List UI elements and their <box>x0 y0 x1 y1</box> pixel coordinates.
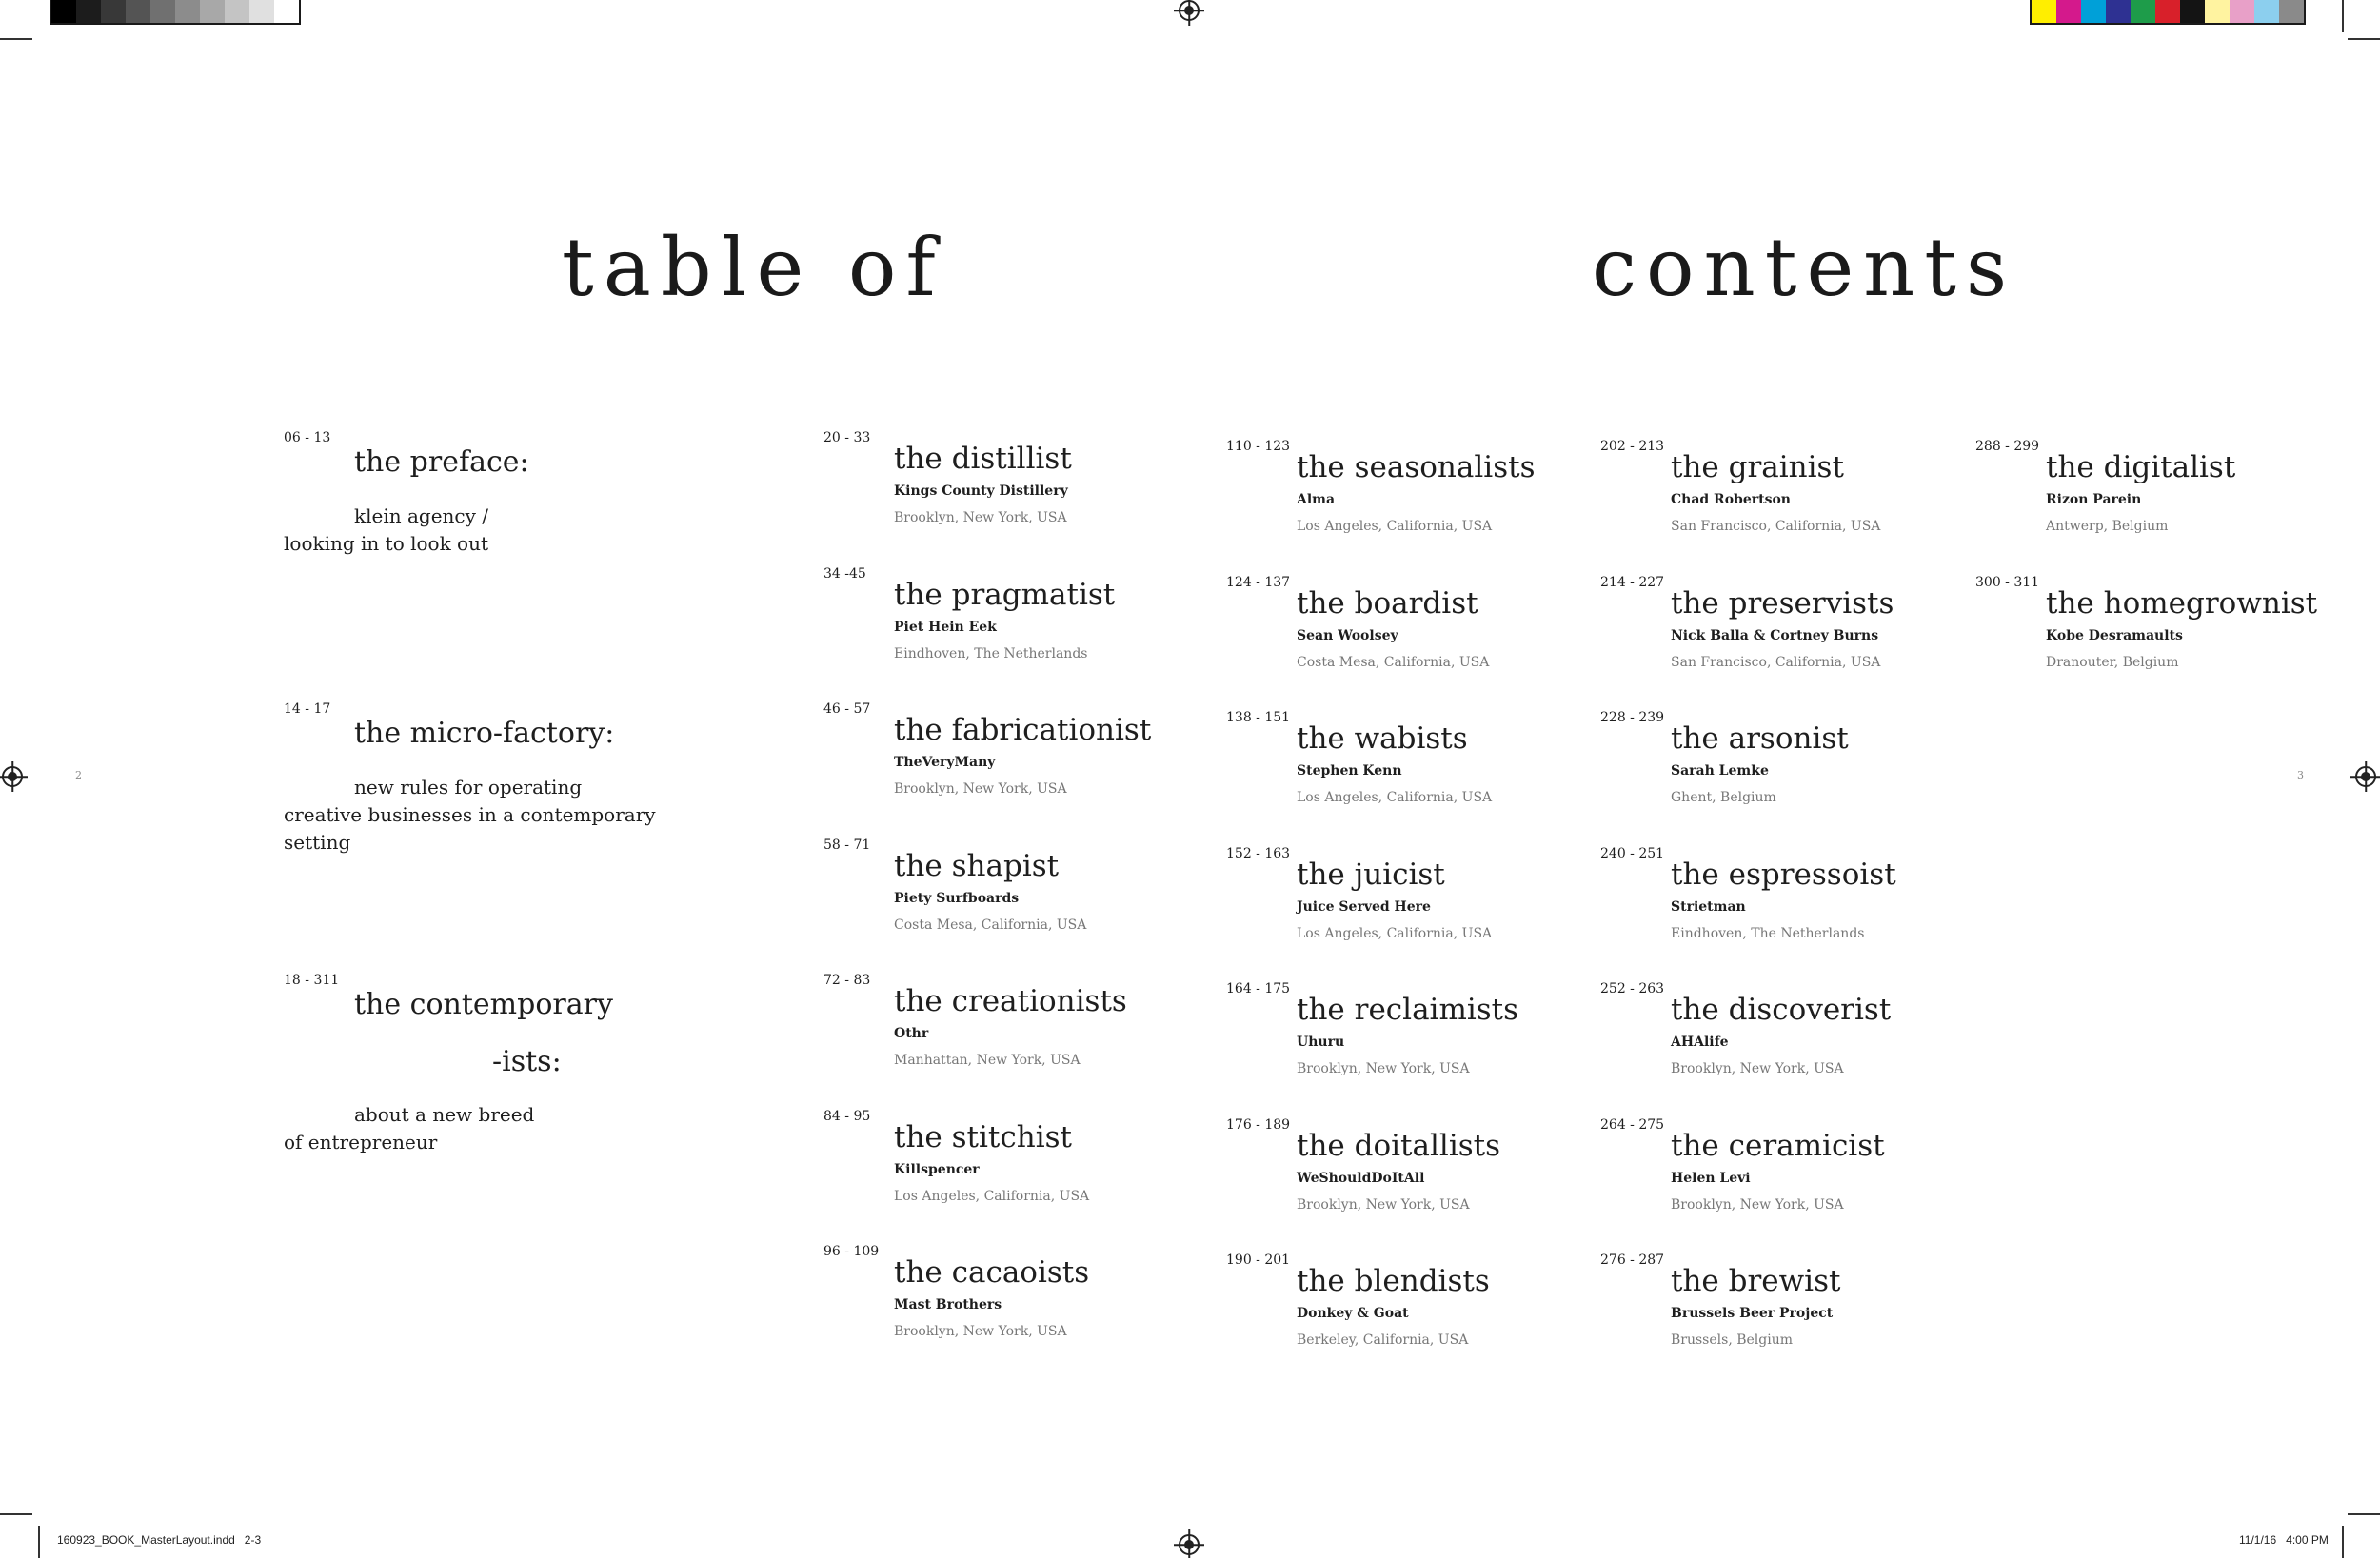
entry-title: the discoverist <box>1671 993 1892 1027</box>
page-number-right: 3 <box>2297 769 2304 781</box>
section-heading: the contemporary <box>354 988 613 1021</box>
grayscale-color-bar <box>50 0 301 25</box>
entry-location: Manhattan, New York, USA <box>894 1053 1081 1068</box>
entry-location: Costa Mesa, California, USA <box>1297 655 1490 670</box>
entry-company: Chad Robertson <box>1671 492 1791 507</box>
entry-location: Brooklyn, New York, USA <box>894 1324 1067 1339</box>
color-swatch <box>2230 0 2254 23</box>
page-range: 252 - 263 <box>1600 981 1665 996</box>
entry-location: Brooklyn, New York, USA <box>1297 1197 1470 1213</box>
entry-title: the ceramicist <box>1671 1129 1885 1163</box>
entry-company: Kings County Distillery <box>894 483 1068 499</box>
color-swatch <box>101 0 126 23</box>
color-swatch <box>2254 0 2279 23</box>
entry-title: the brewist <box>1671 1264 1841 1298</box>
entry-title: the cacaoists <box>894 1255 1090 1290</box>
entry-location: Berkeley, California, USA <box>1297 1332 1469 1348</box>
entry-company: WeShouldDoItAll <box>1297 1171 1425 1186</box>
slug-file-name: 160923_BOOK_MasterLayout.indd 2-3 <box>57 1533 262 1547</box>
entry-company: Rizon Parein <box>2046 492 2142 507</box>
page-range: 264 - 275 <box>1600 1117 1665 1133</box>
color-swatch <box>51 0 76 23</box>
page-range: 190 - 201 <box>1226 1252 1291 1268</box>
entry-location: Brooklyn, New York, USA <box>1671 1061 1844 1076</box>
page-range: 288 - 299 <box>1975 439 2040 454</box>
entry-title: the digitalist <box>2046 450 2236 484</box>
page-range: 228 - 239 <box>1600 710 1665 725</box>
entry-company: Killspencer <box>894 1162 980 1177</box>
section-description: about a new breed of entrepreneur <box>284 1103 535 1154</box>
entry-location: Los Angeles, California, USA <box>1297 926 1493 941</box>
entry-company: Strietman <box>1671 899 1746 915</box>
page-range: 164 - 175 <box>1226 981 1291 996</box>
entry-location: Los Angeles, California, USA <box>1297 790 1493 805</box>
color-swatch <box>175 0 200 23</box>
page-range: 84 - 95 <box>823 1109 871 1124</box>
entry-company: Piety Surfboards <box>894 891 1020 906</box>
entry-company: Uhuru <box>1297 1035 1345 1050</box>
page-range: 300 - 311 <box>1975 575 2040 590</box>
crop-mark-bottom-right <box>2348 1513 2380 1515</box>
color-swatch <box>150 0 175 23</box>
color-swatch <box>76 0 101 23</box>
crop-mark-bottom-left <box>0 1513 32 1515</box>
page-range: 46 - 57 <box>823 701 871 717</box>
section-heading-continued: -ists: <box>492 1045 562 1078</box>
entry-company: Piet Hein Eek <box>894 620 997 635</box>
entry-title: the preservists <box>1671 586 1894 621</box>
entry-title: the reclaimists <box>1297 993 1519 1027</box>
crop-mark-bottom-right-vert <box>2342 1526 2344 1558</box>
crop-mark-top-right <box>2348 38 2380 40</box>
color-swatch <box>2056 0 2081 23</box>
section-heading: the preface: <box>354 445 529 479</box>
color-swatch <box>126 0 150 23</box>
entry-location: San Francisco, California, USA <box>1671 655 1881 670</box>
entry-title: the arsonist <box>1671 721 1849 756</box>
entry-company: Sean Woolsey <box>1297 628 1398 643</box>
slug-timestamp: 11/1/16 4:00 PM <box>2239 1533 2329 1547</box>
entry-location: Antwerp, Belgium <box>2046 519 2169 534</box>
entry-title: the shapist <box>894 849 1060 883</box>
color-swatch <box>2279 0 2304 23</box>
color-swatch <box>225 0 249 23</box>
process-color-bar <box>2030 0 2306 25</box>
entry-company: Sarah Lemke <box>1671 763 1769 779</box>
color-swatch <box>2131 0 2155 23</box>
entry-location: San Francisco, California, USA <box>1671 519 1881 534</box>
entry-location: Ghent, Belgium <box>1671 790 1776 805</box>
entry-company: Nick Balla & Cortney Burns <box>1671 628 1879 643</box>
entry-location: Brooklyn, New York, USA <box>894 781 1067 797</box>
entry-company: Juice Served Here <box>1297 899 1431 915</box>
entry-title: the boardist <box>1297 586 1478 621</box>
page-range: 176 - 189 <box>1226 1117 1291 1133</box>
entry-title: the doitallists <box>1297 1129 1501 1163</box>
page-range: 138 - 151 <box>1226 710 1291 725</box>
color-swatch <box>249 0 274 23</box>
page-range: 20 - 33 <box>823 430 871 445</box>
entry-title: the espressoist <box>1671 858 1896 892</box>
page-title-left: table of <box>562 221 945 314</box>
page-range: 276 - 287 <box>1600 1252 1665 1268</box>
section-heading: the micro-factory: <box>354 717 615 750</box>
page-range: 14 - 17 <box>284 701 331 717</box>
entry-location: Brussels, Belgium <box>1671 1332 1793 1348</box>
entry-location: Brooklyn, New York, USA <box>894 510 1067 525</box>
page-range: 06 - 13 <box>284 430 331 445</box>
page-range: 124 - 137 <box>1226 575 1291 590</box>
entry-company: Kobe Desramaults <box>2046 628 2183 643</box>
page-range: 110 - 123 <box>1226 439 1291 454</box>
entry-company: Donkey & Goat <box>1297 1306 1409 1321</box>
entry-company: Alma <box>1297 492 1336 507</box>
entry-title: the pragmatist <box>894 578 1116 612</box>
page-range: 240 - 251 <box>1600 846 1665 861</box>
color-swatch <box>2205 0 2230 23</box>
entry-title: the grainist <box>1671 450 1844 484</box>
page-range: 214 - 227 <box>1600 575 1665 590</box>
entry-company: Helen Levi <box>1671 1171 1751 1186</box>
entry-title: the creationists <box>894 984 1127 1018</box>
crop-mark-top-left <box>0 38 32 40</box>
color-swatch <box>2180 0 2205 23</box>
entry-location: Brooklyn, New York, USA <box>1671 1197 1844 1213</box>
registration-mark-bottom <box>1179 1534 1200 1555</box>
color-swatch <box>2032 0 2056 23</box>
entry-company: AHAlife <box>1671 1035 1729 1050</box>
page-range: 72 - 83 <box>823 973 871 988</box>
section-description: klein agency / looking in to look out <box>284 504 489 555</box>
entry-location: Eindhoven, The Netherlands <box>1671 926 1865 941</box>
entry-company: Brussels Beer Project <box>1671 1306 1834 1321</box>
entry-location: Eindhoven, The Netherlands <box>894 646 1088 661</box>
page-number-left: 2 <box>75 769 82 781</box>
color-swatch <box>2106 0 2131 23</box>
color-swatch <box>2155 0 2180 23</box>
entry-title: the juicist <box>1297 858 1445 892</box>
entry-title: the blendists <box>1297 1264 1490 1298</box>
section-description: new rules for operating creative businesses in a contemporary setting <box>284 776 656 854</box>
page-title-right: contents <box>1592 221 2017 314</box>
color-swatch <box>2081 0 2106 23</box>
page-range: 202 - 213 <box>1600 439 1665 454</box>
crop-mark-bottom-left-vert <box>38 1526 40 1558</box>
page-range: 58 - 71 <box>823 838 871 853</box>
entry-location: Los Angeles, California, USA <box>1297 519 1493 534</box>
crop-mark-top-right-vert <box>2342 0 2344 32</box>
entry-company: Othr <box>894 1026 929 1041</box>
entry-company: TheVeryMany <box>894 755 996 770</box>
entry-location: Costa Mesa, California, USA <box>894 917 1087 933</box>
entry-title: the wabists <box>1297 721 1468 756</box>
entry-title: the seasonalists <box>1297 450 1536 484</box>
entry-company: Stephen Kenn <box>1297 763 1402 779</box>
entry-title: the homegrownist <box>2046 586 2318 621</box>
page-range: 34 -45 <box>823 566 866 582</box>
page-range: 18 - 311 <box>284 973 340 988</box>
color-swatch <box>274 0 299 23</box>
entry-title: the fabricationist <box>894 713 1152 747</box>
registration-mark-right <box>2355 766 2376 787</box>
entry-location: Brooklyn, New York, USA <box>1297 1061 1470 1076</box>
entry-company: Mast Brothers <box>894 1297 1002 1312</box>
entry-title: the distillist <box>894 442 1072 476</box>
page-range: 152 - 163 <box>1226 846 1291 861</box>
registration-mark-top <box>1179 0 1200 21</box>
entry-title: the stitchist <box>894 1120 1072 1154</box>
registration-mark-left <box>2 766 23 787</box>
entry-location: Los Angeles, California, USA <box>894 1189 1090 1204</box>
page-range: 96 - 109 <box>823 1244 880 1259</box>
entry-location: Dranouter, Belgium <box>2046 655 2179 670</box>
color-swatch <box>200 0 225 23</box>
